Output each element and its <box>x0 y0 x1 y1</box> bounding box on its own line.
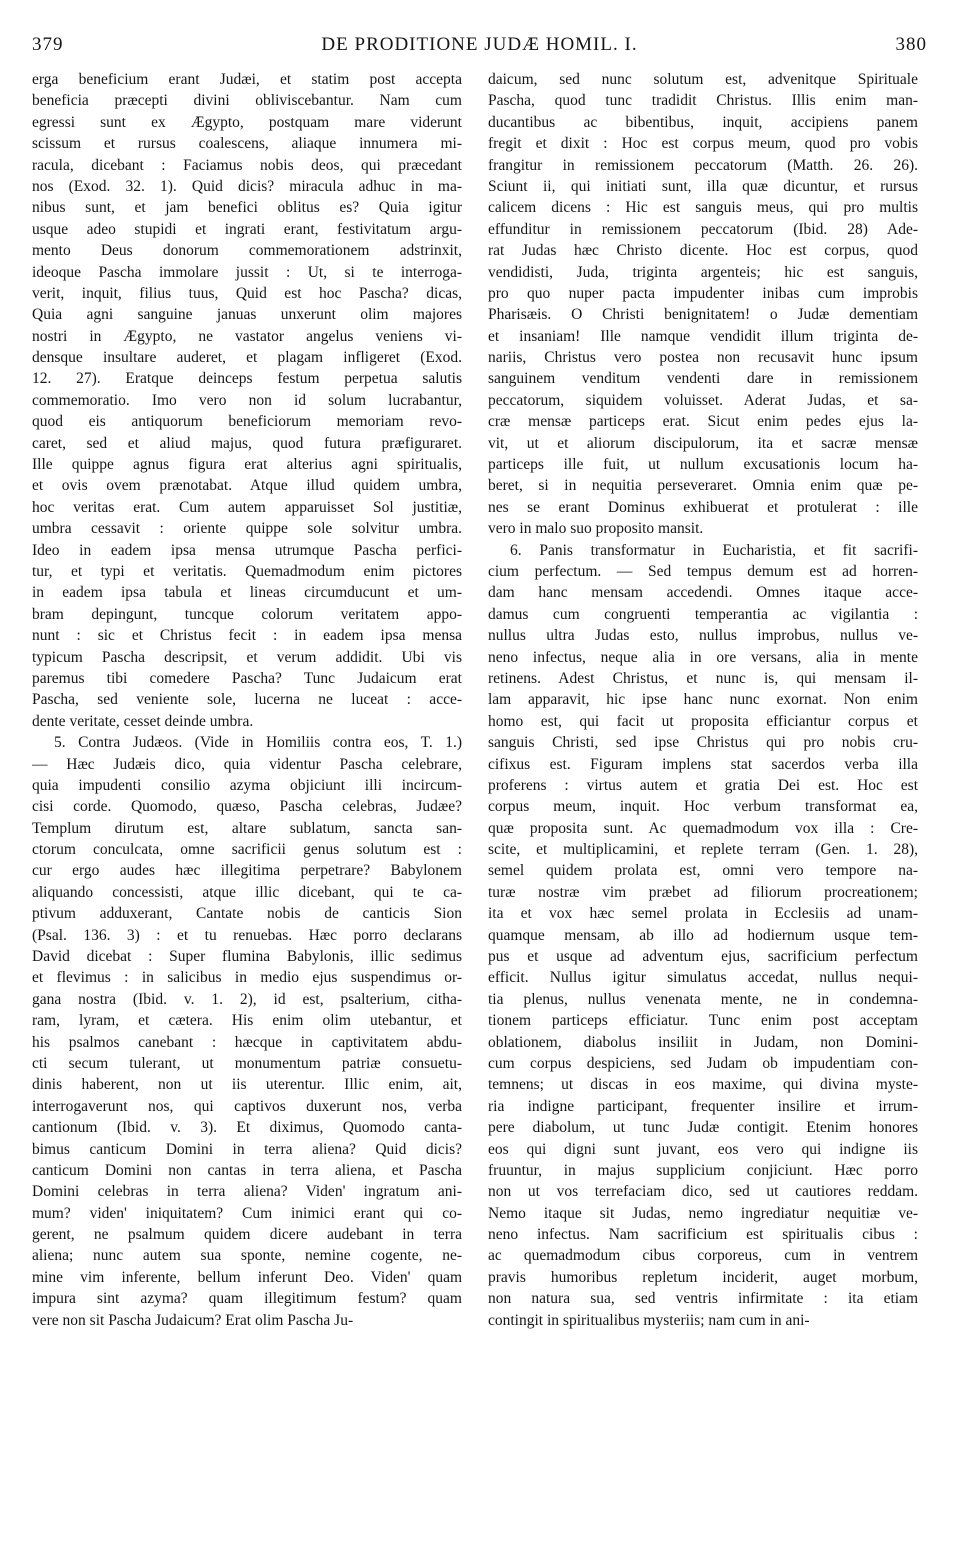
text-line: gana nostra (Ibid. v. 1. 2), id est, psalterium, citha- <box>32 990 462 1008</box>
page-number-left: 379 <box>32 34 64 55</box>
text-line: neno infectus. Nam sacrificium est spiritualis cibus : <box>488 1226 918 1244</box>
text-line: non natura sua, sed ventris infirmitate : ita etiam <box>488 1290 918 1308</box>
text-line: ideoque Pascha immolare jussit : Ut, si te interroga- <box>32 263 462 281</box>
text-line: et insaniam! Ille namque vendidit illum triginta de- <box>488 327 918 345</box>
text-line: 6. Panis transformatur in Eucharistia, et fit sacrifi- <box>510 541 918 559</box>
text-line: Pascha, sed veniente sole, lucerna ne luceat : acce- <box>32 691 462 709</box>
text-line: sanguis Christi, sed ipse Christus qui pro nobis cru- <box>488 734 918 752</box>
text-line: Sciunt ii, qui initiati sunt, illa quæ dicuntur, et rursus <box>488 177 918 195</box>
text-line: lam apparavit, hic ipse hanc nunc exornat. Non enim <box>488 691 918 709</box>
text-line: ram, lyram, et cætera. His enim olim utebantur, et <box>32 1012 462 1030</box>
text-line: ita et vox hæc semel prolata in Ecclesiis ad unam- <box>488 905 918 923</box>
running-title: DE PRODITIONE JUDÆ HOMIL. I. <box>321 34 638 55</box>
text-line: vere non sit Pascha Judaicum? Erat olim Pascha Ju- <box>32 1311 354 1329</box>
text-line: proferens : virtus autem et gratia Dei est. Hoc est <box>488 776 918 794</box>
text-line: pere diabolum, ut tunc Judæ contigit. Etenim honores <box>488 1119 918 1137</box>
text-line: temnens; ut discas in eos maxime, qui divina myste- <box>488 1076 918 1094</box>
text-line: daicum, sed nunc solutum est, advenitque Spirituale <box>488 71 918 88</box>
text-line: turæ nostræ vim præbet ad filiorum procreationem; <box>488 883 918 901</box>
text-line: gerent, ne psalmum quidem dicere audebant in terra <box>32 1226 462 1244</box>
text-line: mine vim inferente, bellum inferunt Deo. Viden' quam <box>32 1268 462 1286</box>
text-line: (Psal. 136. 3) : et tu renuebas. Hæc porro declarans <box>32 926 462 944</box>
text-line: impura sint azyma? quam illegitimum festum? quam <box>32 1290 462 1308</box>
text-line: semel quidem prolata est, omni vero tempore na- <box>488 862 918 880</box>
running-header <box>32 34 927 62</box>
text-line: particeps ille fuit, ut nullum excusationis locum ha- <box>488 456 918 474</box>
text-line: Templum dirutum est, altare sublatum, sancta san- <box>32 819 462 837</box>
left-text-column <box>32 69 462 1331</box>
text-line: tionem particeps efficiatur. Tunc enim post acceptam <box>488 1012 918 1030</box>
text-line: Pascha, quod tunc tradidit Christus. Illis enim man- <box>488 92 918 110</box>
text-line: oblationem, diabolus insiliit in Judam, non Domini- <box>488 1033 918 1051</box>
text-line: cti secum tulerant, ut monumentum patriæ consuetu- <box>32 1054 462 1072</box>
text-line: nostri in Ægypto, ne vastator angelus veniens vi- <box>32 327 462 345</box>
text-line: canticum Domini non cantas in terra aliena, et Pascha <box>32 1161 462 1179</box>
text-line: frangitur in remissionem peccatorum (Matth. 26. 26). <box>488 156 918 174</box>
text-line: peccatorum, siquidem voluisset. Aderat Judas, et sa- <box>488 391 918 409</box>
text-line: quia impudenti consilio azyma objiciunt illi incircum- <box>32 776 462 794</box>
text-line: quod eis antiquorum beneficiorum memoriam revo- <box>32 413 462 431</box>
text-line: Nemo itaque sit Judas, nemo ingrediatur nequitiæ ve- <box>488 1204 918 1222</box>
text-line: pro quo nuper pacta impudenter inibas cum improbis <box>488 284 918 302</box>
text-line: nariis, Christus vero postea non recusavit hunc ipsum <box>488 349 918 367</box>
text-line: fruuntur, in majus supplicium conjiciunt. Hæc porro <box>488 1161 918 1179</box>
text-line: — Hæc Judæis dico, quia videntur Pascha celebrare, <box>32 755 462 773</box>
text-line: in eadem ipsa tabula et lineas circumducunt et um- <box>32 584 462 602</box>
text-line: erga beneficium erant Judæi, et statim post accepta <box>32 71 462 88</box>
text-line: dinis haberent, non ut iis uterentur. Illic enim, ait, <box>32 1076 462 1094</box>
text-line: mum? viden' iniquitatem? Cum inimici erant qui co- <box>32 1204 462 1222</box>
text-line: eos qui digni sunt juvant, eos vero qui indigne iis <box>488 1140 918 1158</box>
text-line: his psalmos canebant : hæcque in captivitatem abdu- <box>32 1033 462 1051</box>
text-line: cum corpus despiciens, sed Judam ob impudentiam con- <box>488 1054 918 1072</box>
text-line: cur ergo audes hæc illegitima perpetrare? Babylonem <box>32 862 462 880</box>
text-line: scite, et multiplicamini, et replete terram (Gen. 1. 28), <box>488 841 918 859</box>
text-line: Quia agni sanguine januas unxerunt olim majores <box>32 306 462 324</box>
text-line: pus et usque ad adventum ejus, sacrificium perfectum <box>488 948 918 966</box>
text-line: efficit. Nullus igitur simulatus accedat, nullus nequi- <box>488 969 918 987</box>
text-line: cifixus est. Figuram implens stat sacerdos verba illa <box>488 755 918 773</box>
text-line: dam hanc mensam accedendi. Omnes itaque acce- <box>488 584 918 602</box>
text-line: contingit in spiritualibus mysteriis; nam cum in ani- <box>488 1311 810 1329</box>
text-line: homo est, qui facit ut proposita efficiantur corpus et <box>488 712 918 730</box>
text-line: cium perfectum. — Sed tempus demum est ad horren- <box>488 562 918 580</box>
text-line: 5. Contra Judæos. (Vide in Homiliis contra eos, T. 1.) <box>54 734 462 752</box>
text-line: et ovis ovem prænotabat. Atque illud quidem umbra, <box>32 477 462 495</box>
text-line: nos (Exod. 32. 1). Quid dicis? miracula adhuc in ma- <box>32 177 462 195</box>
text-line: David dicebat : Super flumina Babylonis, illic sedimus <box>32 948 462 966</box>
text-line: cantionum (Ibid. v. 3). Et diximus, Quomodo canta- <box>32 1119 462 1137</box>
text-line: pravis humoribus repletum inciderit, auget morbum, <box>488 1268 918 1286</box>
text-line: aliena; nunc autem sua sponte, nemine cogente, ne- <box>32 1247 462 1265</box>
text-line: beneficia præcepti divini obliviscebantur. Nam cum <box>32 92 462 110</box>
text-line: ducantibus ac bibentibus, inquit, accipiens panem <box>488 113 918 131</box>
text-line: non ut vos terrefaciam dico, sed ut cautiores reddam. <box>488 1183 918 1201</box>
text-line: beret, si in nequitia perseveraret. Omnia enim quæ pe- <box>488 477 918 495</box>
text-line: vendidisti, Juda, triginta argenteis; hic est sanguis, <box>488 263 918 281</box>
text-line: racula, dicebant : Faciamus nobis deos, qui præcedant <box>32 156 462 174</box>
text-line: bimus canticum Domini in terra aliena? Quid dicis? <box>32 1140 462 1158</box>
text-line: nibus sunt, et jam benefici oblitus es? Quia igitur <box>32 199 462 217</box>
text-line: usque adeo stupidi et ingrati erant, festivitatum argu- <box>32 220 462 238</box>
text-line: mento Deus donorum commemorationem adstrinxit, <box>32 242 462 260</box>
text-line: vero in malo suo proposito mansit. <box>488 520 704 538</box>
text-line: caret, sed et aliud majus, quod futura præfiguraret. <box>32 434 462 452</box>
text-line: vit, ut et aliorum discipulorum, ita et sacræ mensæ <box>488 434 918 452</box>
text-line: bram depingunt, tuncque colorum veritatem appo- <box>32 605 462 623</box>
text-line: Ille quippe agnus figura erat alterius agni spiritualis, <box>32 456 462 474</box>
text-line: cisi corde. Quomodo, quæso, Pascha celebras, Judæe? <box>32 798 462 816</box>
text-line: effunditur in remissionem peccatorum (Ibid. 28) Ade- <box>488 220 918 238</box>
text-line: Ideo in eadem ipsa mensa utrumque Pascha perfici- <box>32 541 462 559</box>
text-line: typicum Pascha descripsit, et verum addidit. Ubi vis <box>32 648 462 666</box>
text-line: aliquando concessisti, atque illic dicebant, qui te ca- <box>32 883 462 901</box>
text-line: fregit et dixit : Hoc est corpus meum, quod pro vobis <box>488 135 918 153</box>
text-line: calicem dicens : Hic est sanguis meus, qui pro multis <box>488 199 918 217</box>
text-line: Domini celebras in terra aliena? Viden' ingratum ani- <box>32 1183 462 1201</box>
text-line: nullus ultra Judas esto, nullus improbus, nullus ve- <box>488 627 918 645</box>
text-line: rat Judas hæc Christo dicente. Hoc est corpus, quod <box>488 242 918 260</box>
text-line: ria indigne participant, frequenter insilire et irrum- <box>488 1097 918 1115</box>
text-line: nunt : sic et Christus fecit : in eadem ipsa mensa <box>32 627 462 645</box>
text-line: 12. 27). Eratque deinceps festum perpetua salutis <box>32 370 462 388</box>
text-line: dente veritate, cesset deinde umbra. <box>32 712 254 730</box>
text-line: nes se erant Dominus exhibuerat et protulerat : ille <box>488 498 918 516</box>
text-line: ac quemadmodum cibus corporeus, cum in ventrem <box>488 1247 918 1265</box>
text-line: cræ mensæ particeps erat. Sicut enim pedes ejus la- <box>488 413 918 431</box>
text-line: quamque mensam, ab illo ad hodiernum usque tem- <box>488 926 918 944</box>
text-line: tia plenus, nullus venenata mente, ne in condemna- <box>488 990 918 1008</box>
text-line: scissum et rursus coalescens, aliaque innumera mi- <box>32 135 462 153</box>
text-line: tur, et typi et veritatis. Quemadmodum enim pictores <box>32 562 462 580</box>
page-number-right: 380 <box>895 34 927 55</box>
text-line: quæ proposita sunt. Ac quemadmodum vox illa : Cre- <box>488 819 918 837</box>
text-line: interrogaverunt nos, qui captivos duxerunt nos, verba <box>32 1097 462 1115</box>
text-line: verit, inquit, filius tuus, Quid est hoc Pascha? dicas, <box>32 284 462 302</box>
text-line: densque insultare auderet, et plagam infligeret (Exod. <box>32 349 462 367</box>
text-line: damus cum congruenti temperantia ac vigilantia : <box>488 605 918 623</box>
text-line: neno infectus, neque alia in ore versans, alia in mente <box>488 648 918 666</box>
text-line: sanguinem venditum vendenti dare in remissionem <box>488 370 918 388</box>
right-text-column <box>488 69 918 1331</box>
text-line: Pharisæis. O Christi benignitatem! o Judæ dementiam <box>488 306 918 324</box>
text-line: ctorum conculcata, omne sacrificii genus solutum est : <box>32 841 462 859</box>
text-line: retinens. Adest Christus, et nunc is, qui mensam il- <box>488 669 918 687</box>
text-line: ptivum adduxerant, Cantate nobis de canticis Sion <box>32 905 462 923</box>
text-line: et flevimus : in salicibus in medio ejus suspendimus or- <box>32 969 462 987</box>
text-line: paremus tibi comedere Pascha? Tunc Judaicum erat <box>32 669 462 687</box>
text-line: corpus meum, inquit. Hoc verbum transformat ea, <box>488 798 918 816</box>
text-line: umbra cessavit : oriente quippe sole solvitur umbra. <box>32 520 462 538</box>
text-line: hoc veritas erat. Cum autem apparuisset Sol justitiæ, <box>32 498 462 516</box>
text-line: egressi sunt ex Ægypto, postquam mare viderunt <box>32 113 462 131</box>
text-line: commemoratio. Imo vero non id solum lucrabantur, <box>32 391 462 409</box>
